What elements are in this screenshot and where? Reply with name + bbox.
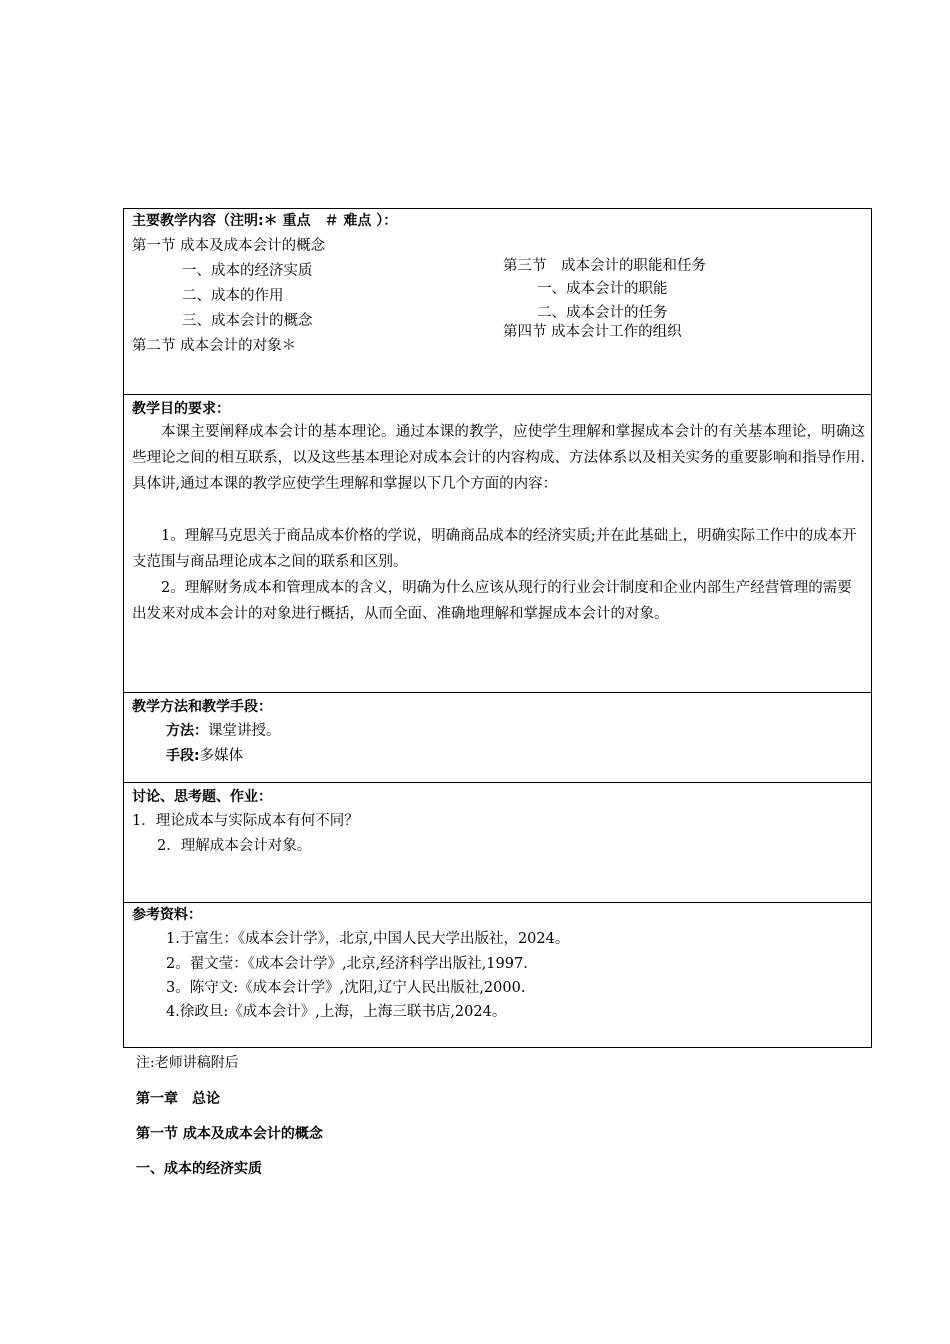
note-text: 注:老师讲稿附后 [136, 1055, 239, 1071]
methods-heading: 教学方法和教学手段： [132, 699, 272, 715]
objectives-heading: 教学目的要求： [132, 401, 230, 417]
discussion-row [124, 783, 871, 903]
reference-item: 3。陈守文:《成本会计学》,沈阳,辽宁人民出版社,2000. [166, 980, 526, 996]
reference-item: 2。翟文莹：《成本会计学》,北京,经济科学出版社,1997. [166, 956, 528, 972]
content-left-item: 第一节 成本及成本会计的概念 [132, 238, 326, 254]
method-line [166, 722, 281, 740]
content-left-item: 二、成本的作用 [182, 288, 284, 304]
references-heading: 参考资料： [132, 907, 202, 923]
means-line [166, 747, 243, 765]
discussion-item: 2．理解成本会计对象。 [157, 838, 312, 854]
content-left-item: 三、成本会计的概念 [182, 313, 313, 329]
objectives-row [124, 395, 871, 693]
content-row [124, 209, 871, 395]
method-value: 课堂讲授。 [208, 723, 281, 739]
content-left-item: 第二节 成本会计的对象＊ [132, 338, 297, 354]
section-title: 第一节 成本及成本会计的概念 [136, 1126, 323, 1142]
references-row [124, 903, 871, 1047]
reference-item: 4.徐政旦:《成本会计》,上海，上海三联书店,2024。 [166, 1004, 507, 1020]
objectives-paragraph: 2。理解财务成本和管理成本的含义，明确为什么应该从现行的行业会计制度和企业内部生产经营管理的需要出发来对成本会计的对象进行概括，从而全面、准确地理解和掌握成本会计的对象。 [132, 580, 852, 622]
method-label: 方法： [166, 723, 208, 739]
content-left-item: 一、成本的经济实质 [182, 263, 313, 279]
content-right-item: 一、成本会计的职能 [537, 281, 668, 297]
means-value: 多媒体 [199, 748, 244, 764]
content-right-item: 二、成本会计的任务 [537, 305, 668, 321]
content-right-item: 第四节 成本会计工作的组织 [503, 324, 682, 340]
content-heading: 主要教学内容（注明:＊ 重点 ＃ 难点 ）： [132, 213, 398, 229]
discussion-item: 1．理论成本与实际成本有何不同？ [132, 813, 359, 829]
discussion-heading: 讨论、思考题、作业： [132, 789, 272, 805]
methods-row [124, 693, 871, 783]
chapter-title: 第一章 总论 [136, 1091, 220, 1107]
objectives-paragraph: 1。理解马克思关于商品成本价格的学说，明确商品成本的经济实质;并在此基础上，明确实际工作中的成本开支范围与商品理论成本之间的联系和区别。 [132, 528, 857, 570]
means-label: 手段: [166, 748, 200, 764]
subsection-title: 一、成本的经济实质 [136, 1161, 262, 1177]
course-plan-table [123, 208, 872, 1048]
objectives-paragraph: 本课主要阐释成本会计的基本理论。通过本课的教学，应使学生理解和掌握成本会计的有关基本理论，明确这些理论之间的相互联系，以及这些基本理论对成本会计的内容构成、方法体系以及相关实务的重要影响和指导作用.具体讲,通过本课的教学应使学生理解和掌握以下几个方面的内容： [132, 424, 865, 492]
reference-item: 1.于富生：《成本会计学》，北京,中国人民大学出版社，2024。 [166, 931, 570, 947]
content-right-item: 第三节 成本会计的职能和任务 [503, 258, 706, 274]
